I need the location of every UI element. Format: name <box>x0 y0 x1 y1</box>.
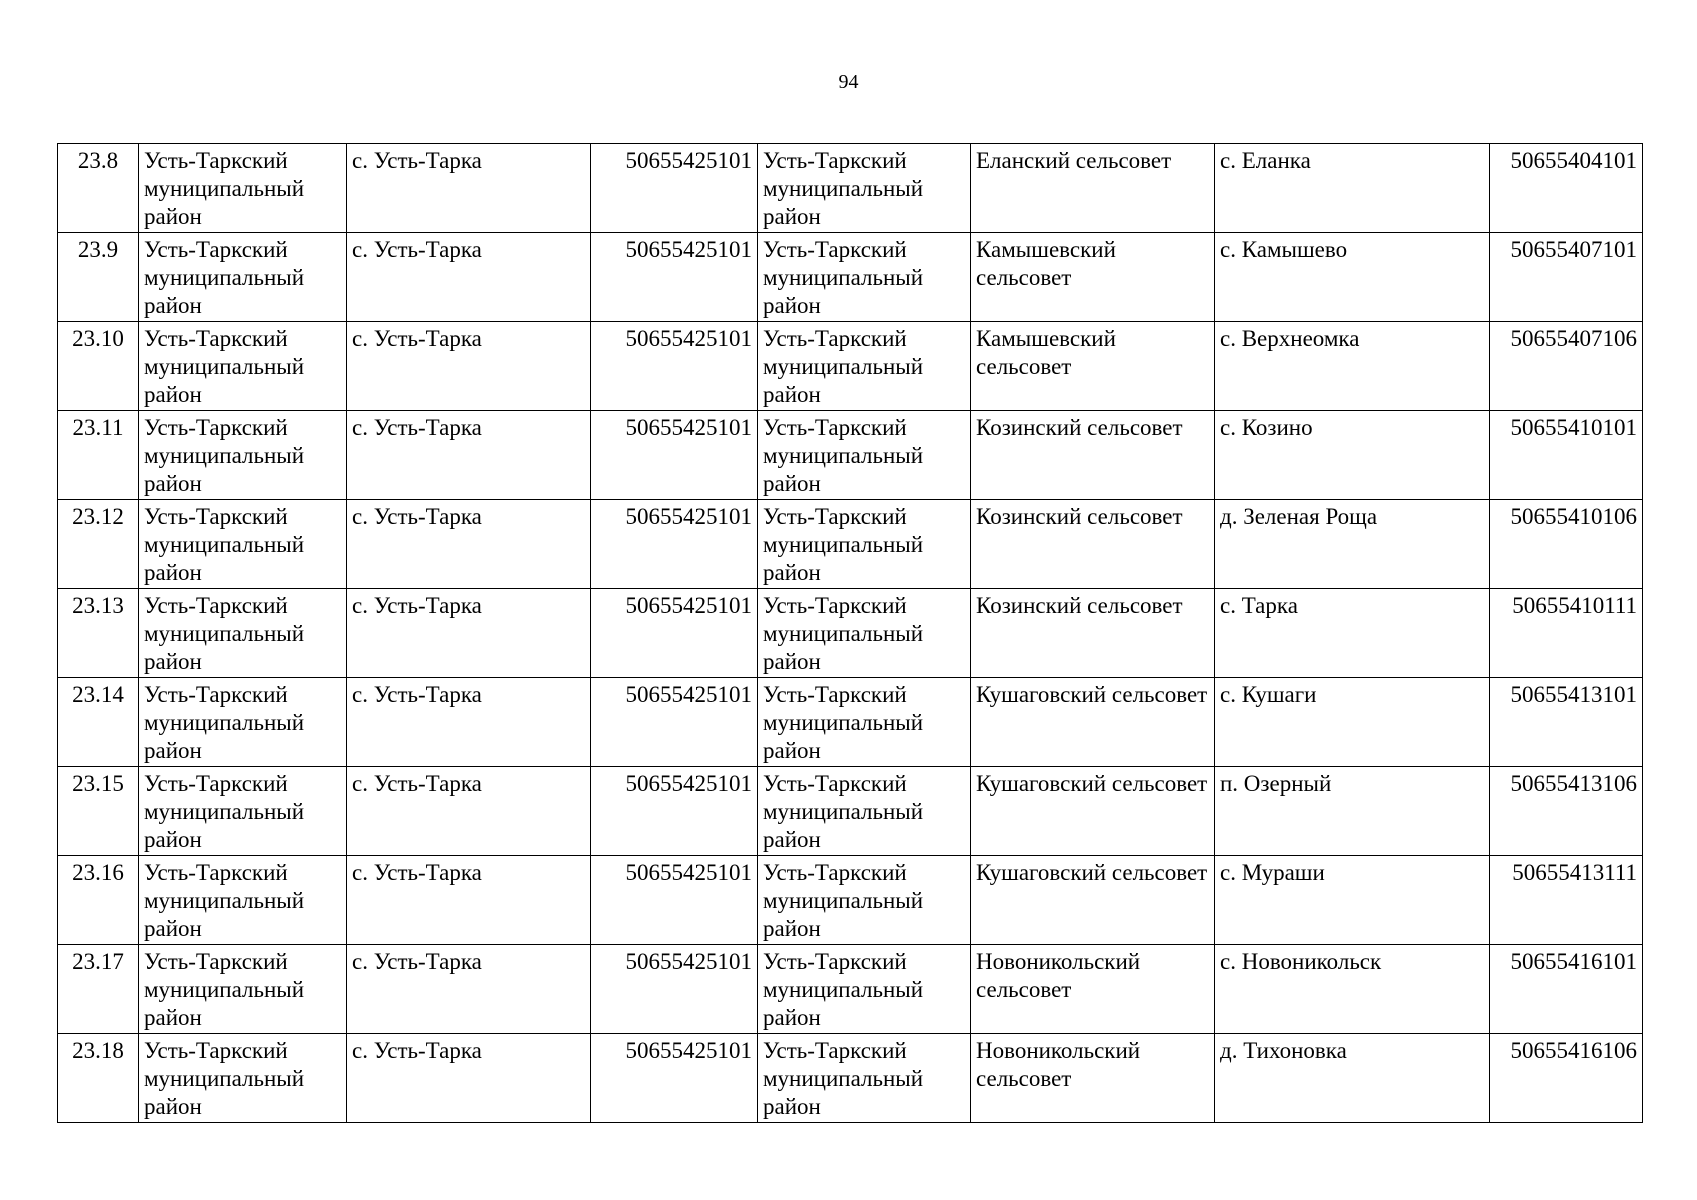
table-row <box>58 233 1643 322</box>
table-row <box>58 411 1643 500</box>
table-row <box>58 678 1643 767</box>
row-number-cell: 23.17 <box>58 945 139 1034</box>
row-number-cell: 23.15 <box>58 767 139 856</box>
district-cell: Усть-Таркский муниципальный район <box>139 144 347 233</box>
admin-center-code-cell: 50655425101 <box>591 1034 758 1123</box>
admin-center-code-cell: 50655425101 <box>591 767 758 856</box>
municipal-district-cell: Усть-Таркский муниципальный район <box>758 500 971 589</box>
table-row <box>58 1034 1643 1123</box>
district-cell: Усть-Таркский муниципальный район <box>139 589 347 678</box>
admin-center-cell: с. Усть-Тарка <box>347 856 591 945</box>
row-number-cell: 23.11 <box>58 411 139 500</box>
locality-code-cell: 50655407106 <box>1490 322 1643 411</box>
settlement-cell: Кушаговский сельсовет <box>971 767 1215 856</box>
admin-center-code-cell: 50655425101 <box>591 678 758 767</box>
admin-center-code-cell: 50655425101 <box>591 589 758 678</box>
settlements-table <box>57 143 1643 1123</box>
table-row <box>58 144 1643 233</box>
municipal-district-cell: Усть-Таркский муниципальный район <box>758 233 971 322</box>
admin-center-cell: с. Усть-Тарка <box>347 500 591 589</box>
table-row <box>58 945 1643 1034</box>
admin-center-cell: с. Усть-Тарка <box>347 1034 591 1123</box>
municipal-district-cell: Усть-Таркский муниципальный район <box>758 322 971 411</box>
municipal-district-cell: Усть-Таркский муниципальный район <box>758 678 971 767</box>
page-number: 94 <box>838 71 859 93</box>
admin-center-cell: с. Усть-Тарка <box>347 144 591 233</box>
row-number-cell: 23.10 <box>58 322 139 411</box>
settlement-cell: Козинский сельсовет <box>971 500 1215 589</box>
admin-center-cell: с. Усть-Тарка <box>347 233 591 322</box>
district-cell: Усть-Таркский муниципальный район <box>139 767 347 856</box>
admin-center-code-cell: 50655425101 <box>591 322 758 411</box>
settlement-cell: Еланский сельсовет <box>971 144 1215 233</box>
row-number-cell: 23.12 <box>58 500 139 589</box>
admin-center-cell: с. Усть-Тарка <box>347 678 591 767</box>
table-row <box>58 322 1643 411</box>
municipal-district-cell: Усть-Таркский муниципальный район <box>758 767 971 856</box>
municipal-district-cell: Усть-Таркский муниципальный район <box>758 945 971 1034</box>
locality-code-cell: 50655413111 <box>1490 856 1643 945</box>
settlement-cell: Козинский сельсовет <box>971 589 1215 678</box>
municipal-district-cell: Усть-Таркский муниципальный район <box>758 856 971 945</box>
municipal-district-cell: Усть-Таркский муниципальный район <box>758 1034 971 1123</box>
locality-code-cell: 50655416101 <box>1490 945 1643 1034</box>
admin-center-code-cell: 50655425101 <box>591 144 758 233</box>
locality-code-cell: 50655404101 <box>1490 144 1643 233</box>
settlement-cell: Камышевский сельсовет <box>971 322 1215 411</box>
admin-center-cell: с. Усть-Тарка <box>347 411 591 500</box>
municipal-district-cell: Усть-Таркский муниципальный район <box>758 411 971 500</box>
settlement-cell: Козинский сельсовет <box>971 411 1215 500</box>
admin-center-code-cell: 50655425101 <box>591 856 758 945</box>
district-cell: Усть-Таркский муниципальный район <box>139 411 347 500</box>
locality-code-cell: 50655410101 <box>1490 411 1643 500</box>
table-row <box>58 856 1643 945</box>
locality-cell: с. Кушаги <box>1215 678 1490 767</box>
settlement-cell: Кушаговский сельсовет <box>971 678 1215 767</box>
municipal-district-cell: Усть-Таркский муниципальный район <box>758 589 971 678</box>
locality-cell: с. Еланка <box>1215 144 1490 233</box>
row-number-cell: 23.13 <box>58 589 139 678</box>
table-body <box>58 144 1643 1123</box>
row-number-cell: 23.18 <box>58 1034 139 1123</box>
district-cell: Усть-Таркский муниципальный район <box>139 322 347 411</box>
admin-center-cell: с. Усть-Тарка <box>347 767 591 856</box>
admin-center-code-cell: 50655425101 <box>591 233 758 322</box>
locality-cell: с. Верхнеомка <box>1215 322 1490 411</box>
row-number-cell: 23.8 <box>58 144 139 233</box>
district-cell: Усть-Таркский муниципальный район <box>139 856 347 945</box>
locality-code-cell: 50655407101 <box>1490 233 1643 322</box>
admin-center-cell: с. Усть-Тарка <box>347 945 591 1034</box>
settlement-cell: Новоникольский сельсовет <box>971 945 1215 1034</box>
locality-cell: с. Мураши <box>1215 856 1490 945</box>
locality-cell: с. Тарка <box>1215 589 1490 678</box>
district-cell: Усть-Таркский муниципальный район <box>139 945 347 1034</box>
locality-cell: с. Козино <box>1215 411 1490 500</box>
settlement-cell: Кушаговский сельсовет <box>971 856 1215 945</box>
row-number-cell: 23.16 <box>58 856 139 945</box>
locality-code-cell: 50655413101 <box>1490 678 1643 767</box>
admin-center-code-cell: 50655425101 <box>591 411 758 500</box>
municipal-district-cell: Усть-Таркский муниципальный район <box>758 144 971 233</box>
admin-center-code-cell: 50655425101 <box>591 945 758 1034</box>
locality-cell: с. Камышево <box>1215 233 1490 322</box>
locality-code-cell: 50655416106 <box>1490 1034 1643 1123</box>
settlement-cell: Новоникольский сельсовет <box>971 1034 1215 1123</box>
admin-center-cell: с. Усть-Тарка <box>347 589 591 678</box>
district-cell: Усть-Таркский муниципальный район <box>139 678 347 767</box>
locality-code-cell: 50655410111 <box>1490 589 1643 678</box>
admin-center-code-cell: 50655425101 <box>591 500 758 589</box>
table-row <box>58 589 1643 678</box>
locality-cell: д. Зеленая Роща <box>1215 500 1490 589</box>
locality-code-cell: 50655413106 <box>1490 767 1643 856</box>
locality-cell: п. Озерный <box>1215 767 1490 856</box>
district-cell: Усть-Таркский муниципальный район <box>139 1034 347 1123</box>
row-number-cell: 23.9 <box>58 233 139 322</box>
district-cell: Усть-Таркский муниципальный район <box>139 500 347 589</box>
district-cell: Усть-Таркский муниципальный район <box>139 233 347 322</box>
table-row <box>58 500 1643 589</box>
settlement-cell: Камышевский сельсовет <box>971 233 1215 322</box>
locality-cell: д. Тихоновка <box>1215 1034 1490 1123</box>
table-row <box>58 767 1643 856</box>
locality-cell: с. Новоникольск <box>1215 945 1490 1034</box>
locality-code-cell: 50655410106 <box>1490 500 1643 589</box>
admin-center-cell: с. Усть-Тарка <box>347 322 591 411</box>
row-number-cell: 23.14 <box>58 678 139 767</box>
